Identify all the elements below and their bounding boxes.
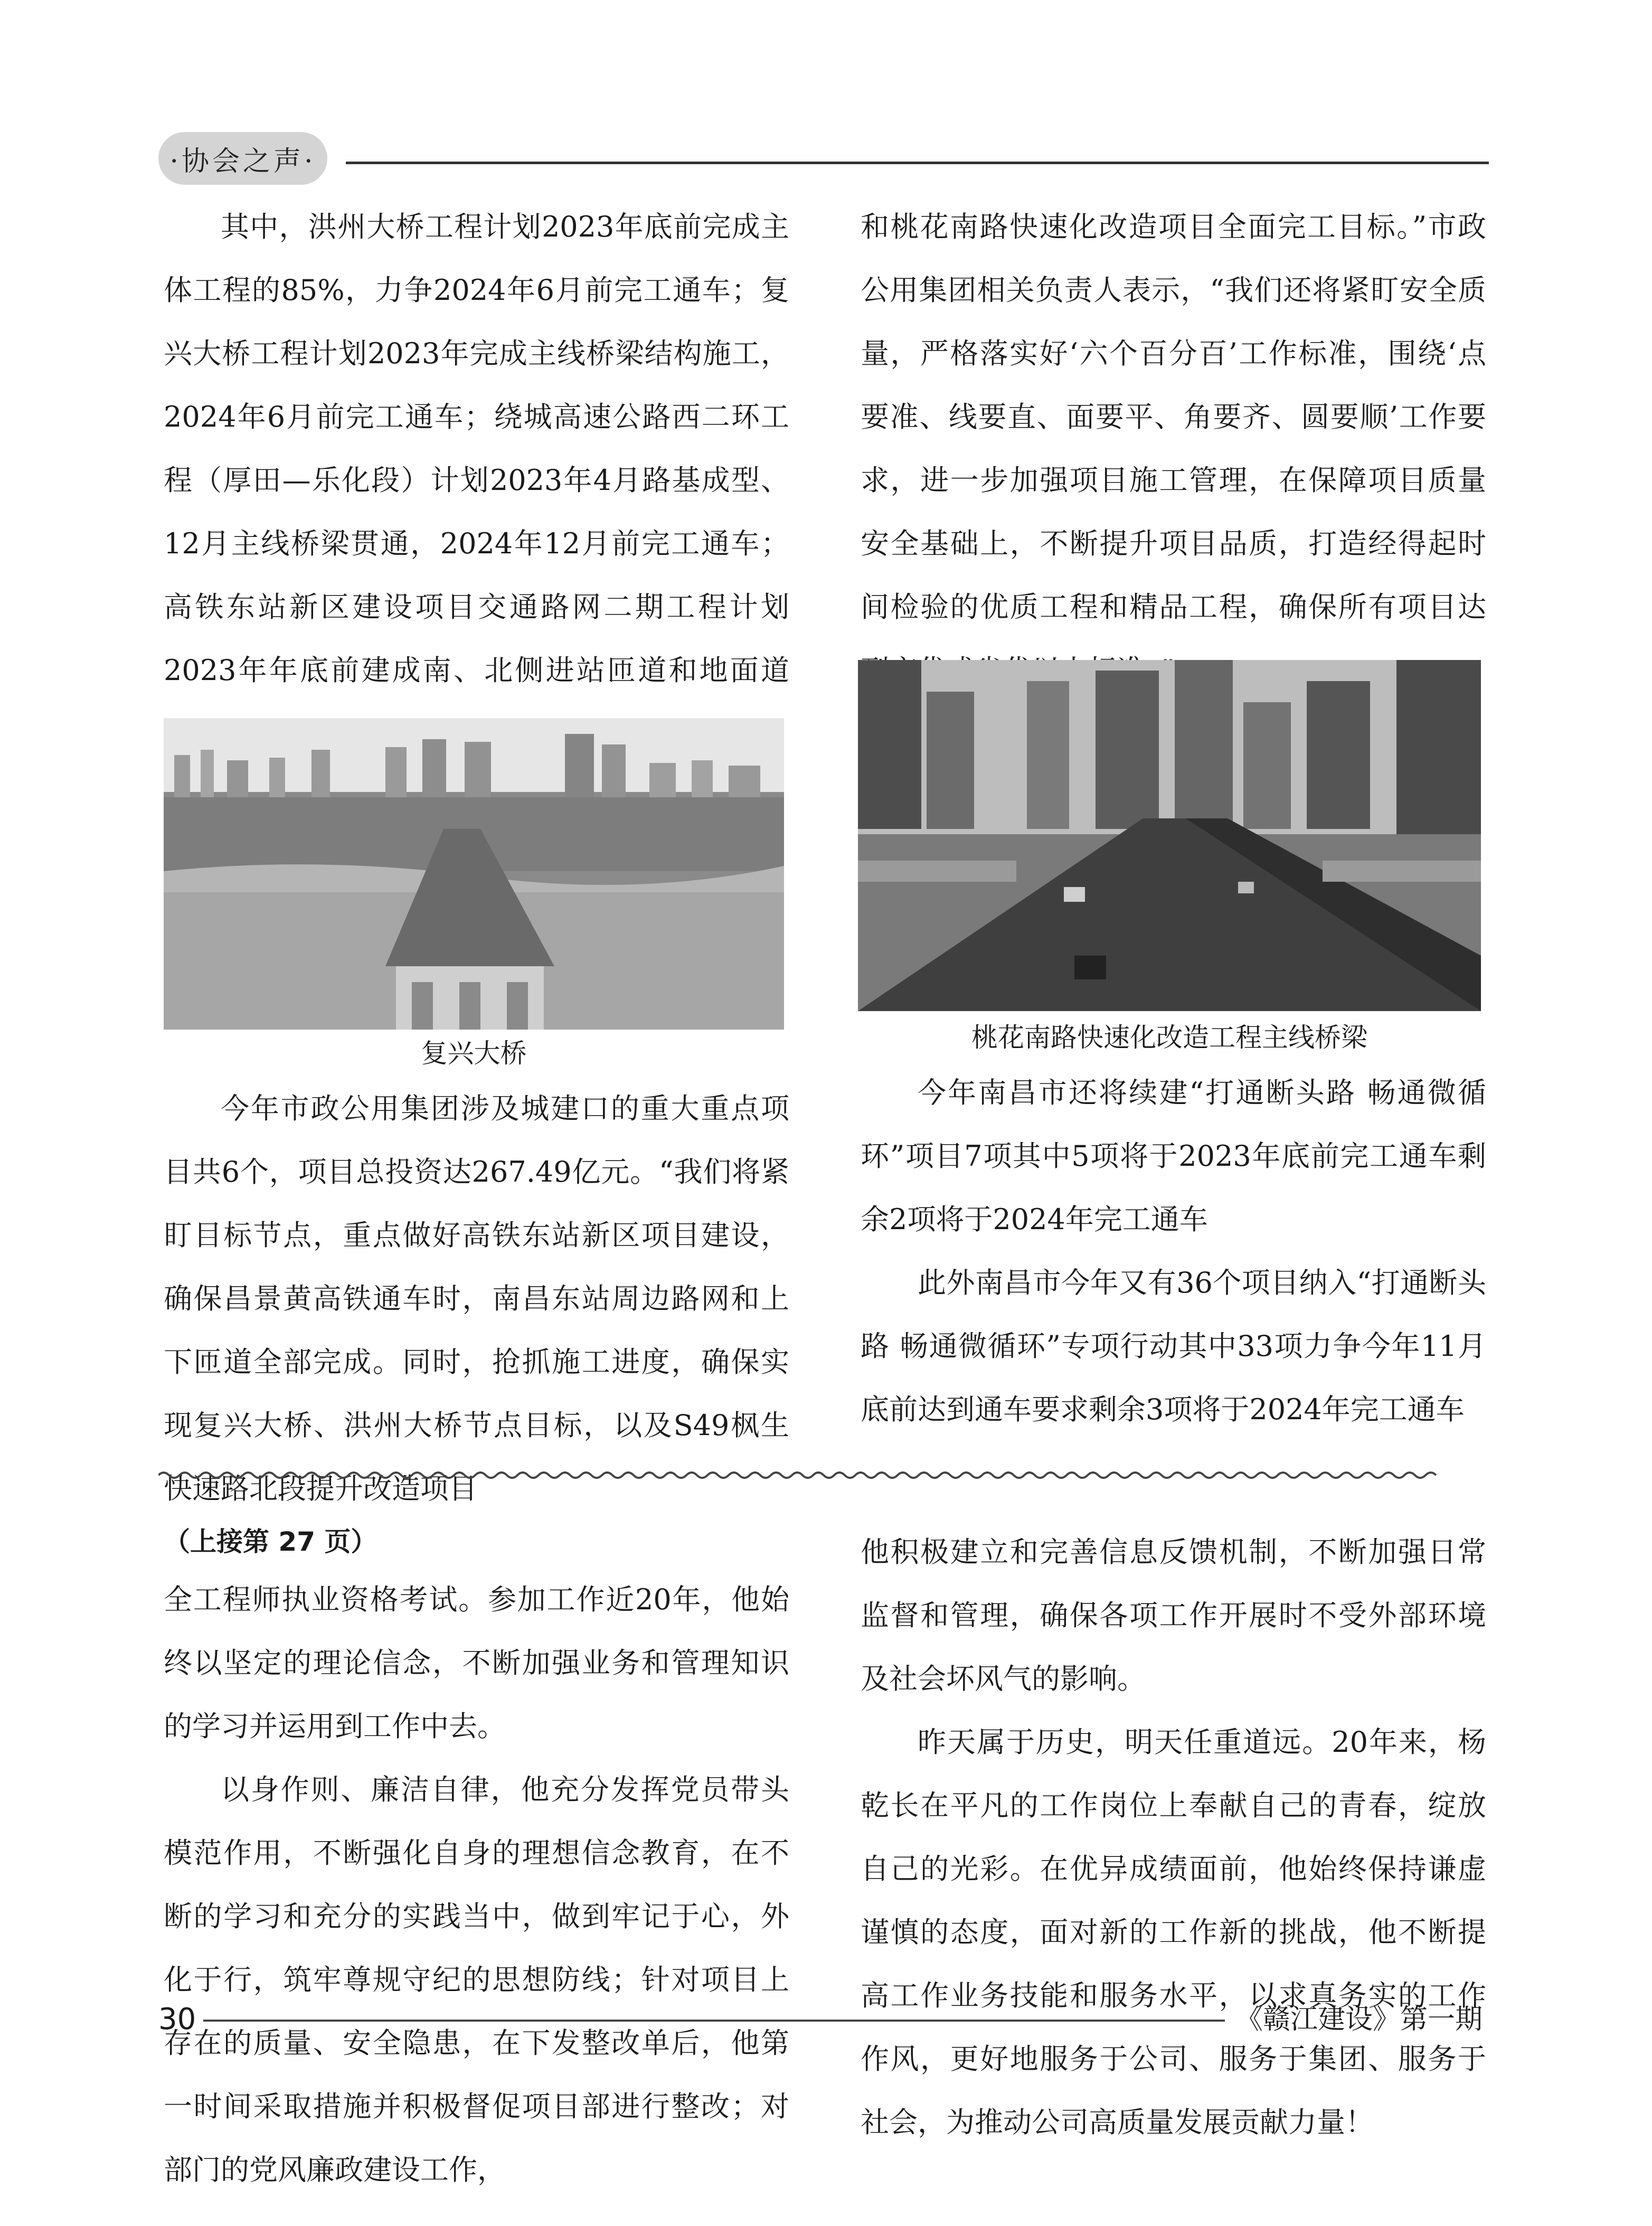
top-left-column [164, 195, 789, 766]
continued-note: （上接第 27 页） [164, 1526, 377, 1557]
paragraph: 以身作则、廉洁自律，他充分发挥党员带头模范作用，不断强化自身的理想信念教育，在不断的学习和充分的实践当中，做到牢记于心，外化于行，筑牢尊规守纪的思想防线；针对项目上存在的质量、安全隐患，在下发整改单后，他第一时间采取措施并积极督促项目部进行整改；对部门的党风廉政建设工作， [164, 1773, 789, 2186]
fuxing-bridge-photo [164, 718, 784, 1030]
top-left-column-lower [164, 1077, 789, 1521]
wave-divider [158, 1469, 1489, 1484]
paragraph: 今年南昌市还将续建“打通断头路 畅通微循环”项目7项其中5项将于2023年底前完工通车剩余2项将于2024年完工通车 [861, 1076, 1486, 1236]
bottom-left-column [164, 1515, 789, 2202]
bottom-right-column [861, 1521, 1486, 2154]
photo-caption: 复兴大桥 [421, 1038, 527, 1069]
paragraph: 今年市政公用集团涉及城建口的重大重点项目共6个，项目总投资达267.49亿元。“我们将紧盯目标节点，重点做好高铁东站新区项目建设，确保昌景黄高铁通车时，南昌东站周边路网和上下匝道全部完成。同时，抢抓施工进度，确保实现复兴大桥、洪州大桥节点目标，以及S49枫生快速路北段提升改造项目 [164, 1092, 789, 1505]
footer-rule [203, 2020, 1225, 2022]
top-right-column [861, 195, 1486, 702]
photo-caption: 桃花南路快速化改造工程主线桥梁 [971, 1022, 1367, 1053]
paragraph: 全工程师执业资格考试。参加工作近20年，他始终以坚定的理论信念，不断加强业务和管理知识的学习并运用到工作中去。 [164, 1583, 789, 1743]
paragraph: 昨天属于历史，明天任重道远。20年来，杨乾长在平凡的工作岗位上奉献自己的青春，绽放自己的光彩。在优异成绩面前，他始终保持谦虚谨慎的态度，面对新的工作新的挑战，他不断提高工作业务技能和服务水平，以求真务实的工作作风，更好地服务于公司、服务于集团、服务于社会，为推动公司高质量发展贡献力量！ [861, 1725, 1486, 2139]
paragraph: 其中，洪州大桥工程计划2023年底前完成主体工程的85%，力争2024年6月前完工通车；复兴大桥工程计划2023年完成主线桥梁结构施工，2024年6月前完工通车；绕城高速公路西二环工程（厚田—乐化段）计划2023年4月路基成型、12月主线桥梁贯通，2024年12月前完工通车；高铁东站新区建设项目交通路网二期工程计划2023年年底前建成南、北侧进站匝道和地面道 [164, 210, 789, 687]
page-number: 30 [158, 2002, 196, 2036]
section-tag: ·协会之声· [158, 132, 327, 185]
paragraph: 此外南昌市今年又有36个项目纳入“打通断头路 畅通微循环”专项行动其中33项力争今年11月底前达到通车要求剩余3项将于2024年完工通车 [861, 1266, 1486, 1426]
top-right-column-lower [861, 1061, 1486, 1441]
header-rule [346, 162, 1489, 164]
taohua-bridge-photo [858, 660, 1481, 1011]
journal-title: 《赣江建设》第一期 [1235, 2004, 1483, 2035]
paragraph: 和桃花南路快速化改造项目全面完工目标。”市政公用集团相关负责人表示，“我们还将紧盯安全质量，严格落实好‘六个百分百’工作标准，围绕‘点要准、线要直、面要平、角要齐、圆要顺’工作要求，进一步加强项目施工管理，在保障项目质量安全基础上，不断提升项目品质，打造经得起时间检验的优质工程和精品工程，确保所有项目达 [861, 210, 1486, 624]
paragraph: 他积极建立和完善信息反馈机制，不断加强日常监督和管理，确保各项工作开展时不受外部环境及社会坏风气的影响。 [861, 1535, 1486, 1695]
